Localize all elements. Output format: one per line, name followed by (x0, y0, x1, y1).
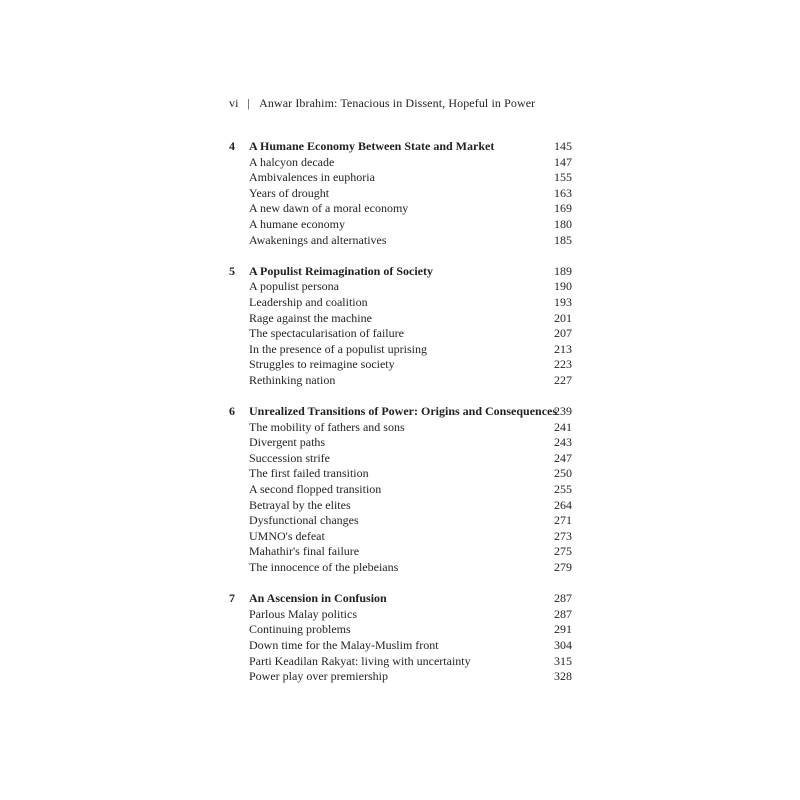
section-page-number: 304 (554, 638, 572, 652)
section-page-number: 193 (554, 294, 572, 309)
chapter-heading[interactable] (229, 591, 572, 607)
chapter-number: 6 (229, 404, 235, 419)
section-page-number: 255 (554, 482, 572, 497)
section-title: Ambivalences in euphoria (249, 170, 375, 185)
chapter-title: A Humane Economy Between State and Market (249, 139, 495, 153)
chapter-title: Unrealized Transitions of Power: Origins and Consequences (249, 404, 558, 419)
running-head-book-title: Anwar Ibrahim: Tenacious in Dissent, Hopeful in Power (259, 96, 536, 110)
section-entry[interactable] (229, 451, 572, 467)
section-title: Succession strife (249, 450, 330, 465)
section-title: Awakenings and alternatives (249, 232, 387, 247)
section-page-number: 227 (554, 372, 572, 387)
section-page-number: 155 (554, 170, 572, 185)
section-title: Leadership and coalition (249, 294, 368, 309)
section-page-number: 207 (554, 326, 572, 341)
section-title: Struggles to reimagine society (249, 357, 395, 372)
section-title: A new dawn of a moral economy (249, 201, 409, 216)
section-entry[interactable] (229, 669, 572, 685)
section-entry[interactable] (229, 201, 572, 217)
section-page-number: 169 (554, 201, 572, 216)
chapter-page-number: 189 (554, 263, 572, 278)
section-title: Divergent paths (249, 435, 326, 450)
section-page-number: 243 (554, 435, 572, 450)
chapter-number: 4 (229, 139, 235, 153)
section-entry[interactable] (229, 279, 572, 295)
section-page-number: 264 (554, 497, 572, 512)
section-title: Parti Keadilan Rakyat: living with uncertainty (249, 653, 471, 668)
section-title: Betrayal by the elites (249, 497, 351, 512)
section-entry[interactable] (229, 373, 572, 389)
section-page-number: 163 (554, 185, 572, 200)
section-title: Power play over premiership (249, 669, 388, 684)
section-page-number: 201 (554, 310, 572, 325)
section-title: Down time for the Malay-Muslim front (249, 638, 439, 652)
section-page-number: 271 (554, 513, 572, 528)
section-title: Continuing problems (249, 622, 351, 637)
section-page-number: 247 (554, 450, 572, 465)
section-title: In the presence of a populist uprising (249, 341, 427, 356)
section-title: The mobility of fathers and sons (249, 419, 405, 434)
section-title: Rethinking nation (249, 372, 336, 387)
section-entry[interactable] (229, 326, 572, 342)
section-title: Dysfunctional changes (249, 513, 359, 528)
section-page-number: 275 (554, 544, 572, 559)
section-entry[interactable] (229, 607, 572, 623)
section-page-number: 213 (554, 341, 572, 356)
section-entry[interactable] (229, 311, 572, 327)
section-title: A second flopped transition (249, 482, 382, 497)
chapter-page-number: 145 (554, 139, 572, 153)
section-entry[interactable] (229, 513, 572, 529)
section-title: Mahathir's final failure (249, 544, 360, 559)
section-entry[interactable] (229, 420, 572, 436)
section-page-number: 279 (554, 560, 572, 575)
section-title: Parlous Malay politics (249, 606, 357, 621)
section-entry[interactable] (229, 170, 572, 186)
section-page-number: 315 (554, 653, 572, 668)
chapter-block (229, 591, 572, 685)
section-page-number: 147 (554, 154, 572, 169)
running-head-page-numeral: vi (229, 96, 239, 110)
section-entry[interactable] (229, 233, 572, 249)
section-page-number: 223 (554, 357, 572, 372)
section-entry[interactable] (229, 186, 572, 202)
section-entry[interactable] (229, 544, 572, 560)
section-title: A humane economy (249, 216, 345, 231)
section-entry[interactable] (229, 560, 572, 576)
section-page-number: 250 (554, 466, 572, 481)
section-title: Years of drought (249, 185, 330, 200)
table-of-contents (229, 139, 572, 700)
section-title: The spectacularisation of failure (249, 326, 404, 341)
running-head (229, 96, 535, 111)
chapter-block (229, 139, 572, 248)
section-title: Rage against the machine (249, 310, 372, 325)
section-page-number: 328 (554, 669, 572, 684)
section-page-number: 273 (554, 528, 572, 543)
chapter-title: A Populist Reimagination of Society (249, 263, 434, 278)
section-entry[interactable] (229, 654, 572, 670)
section-entry[interactable] (229, 295, 572, 311)
section-page-number: 190 (554, 279, 572, 294)
chapter-block (229, 264, 572, 389)
section-entry[interactable] (229, 622, 572, 638)
section-entry[interactable] (229, 217, 572, 233)
section-page-number: 291 (554, 622, 572, 637)
section-entry[interactable] (229, 498, 572, 514)
chapter-number: 7 (229, 591, 235, 606)
section-title: The innocence of the plebeians (249, 560, 399, 575)
chapter-title: An Ascension in Confusion (249, 591, 387, 606)
section-page-number: 180 (554, 216, 572, 231)
running-head-separator: | (247, 96, 251, 110)
chapter-block (229, 404, 572, 576)
section-entry[interactable] (229, 466, 572, 482)
chapter-heading[interactable] (229, 404, 572, 420)
section-entry[interactable] (229, 435, 572, 451)
section-entry[interactable] (229, 638, 572, 654)
section-entry[interactable] (229, 529, 572, 545)
section-title: A populist persona (249, 279, 339, 294)
chapter-page-number: 287 (554, 591, 572, 606)
section-page-number: 287 (554, 606, 572, 621)
section-entry[interactable] (229, 342, 572, 358)
section-entry[interactable] (229, 482, 572, 498)
section-title: The first failed transition (249, 466, 369, 481)
section-title: A halcyon decade (249, 154, 335, 169)
chapter-heading[interactable] (229, 139, 572, 155)
chapter-page-number: 239 (554, 404, 572, 419)
chapter-heading[interactable] (229, 264, 572, 280)
section-title: UMNO's defeat (249, 528, 325, 543)
section-page-number: 241 (554, 419, 572, 434)
section-page-number: 185 (554, 232, 572, 247)
chapter-number: 5 (229, 263, 235, 278)
section-entry[interactable] (229, 155, 572, 171)
section-entry[interactable] (229, 357, 572, 373)
